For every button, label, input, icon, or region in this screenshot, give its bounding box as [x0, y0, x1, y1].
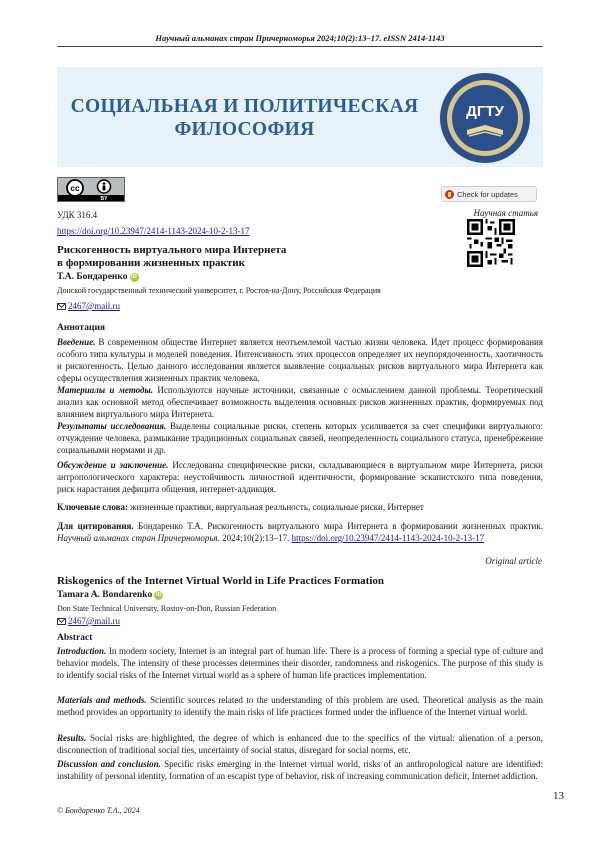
envelope-icon	[57, 303, 66, 310]
abstract-ru-intro-label: Введение.	[57, 337, 96, 347]
abstract-ru-intro	[57, 336, 543, 384]
university-logo-icon	[439, 72, 531, 164]
title-ru-line2: в формировании жизненных практик	[57, 257, 245, 269]
email-ru-link[interactable]: 2467@mail.ru	[68, 301, 121, 311]
abstract-en-methods-text: Scientific sources related to the understanding of this problem are used. Theoretical analysis as the main method provides an opportunity to identify the main risks of life practices formed under the influence of the Internet virtual world.	[57, 695, 544, 717]
email-en-link[interactable]: 2467@mail.ru	[68, 616, 121, 626]
udk-code: УДК 316.4	[57, 210, 98, 220]
abstract-ru-methods	[57, 384, 543, 420]
abstract-en-discussion	[57, 758, 543, 782]
abstract-ru-intro-text: В современном обществе Интернет является неотъемлемой частью жизни человека. Идет процесс формирования особого типа культуры и моделей поведения. Интенсивность этих процессов определяет их неупорядоченность, хаотичность и рискогенность. Целью данного исследования является выявление социальных рисков виртуального мира Интернета как сферы осуществления жизненных практик человека.	[57, 337, 543, 383]
email-ru[interactable]	[57, 301, 120, 311]
article-type-ru: Научная статья	[473, 208, 538, 218]
author-ru-name: Т.А. Бондаренко	[57, 272, 128, 282]
affiliation-ru: Донской государственный технический университет, г. Ростов-на-Дону, Российская Федерация	[57, 286, 381, 295]
title-ru-line1: Рискогенность виртуального мира Интернета	[57, 244, 287, 256]
header-rule	[57, 46, 543, 47]
abstract-en-results-text: Social risks are highlighted, the degree of which is enhanced due to the specifics of the virtual: alienation of a person, disconnection of traditional social ties, uncertainty of social status, disregard for social norms, etc.	[57, 733, 543, 755]
abstract-en-methods-label: Materials and methods.	[57, 695, 147, 705]
abstract-en-results	[57, 732, 543, 756]
author-en	[57, 590, 163, 600]
keywords-ru	[57, 501, 543, 513]
abstract-ru-results	[57, 420, 543, 456]
logo-text: ДГТУ	[466, 103, 504, 120]
citation-journal: Научный альманах стран Причерноморья	[57, 533, 218, 543]
check-for-updates-button[interactable]	[441, 186, 537, 202]
orcid-icon[interactable]: iD	[131, 273, 137, 280]
author-en-name: Tamara A. Bondarenko	[57, 590, 153, 600]
affiliation-en: Don State Technical University, Rostov-on-Don, Russian Federation	[57, 604, 277, 613]
email-en[interactable]	[57, 616, 120, 626]
abstract-ru-discussion	[57, 459, 543, 495]
abstract-en-results-label: Results.	[57, 733, 87, 743]
abstract-ru-methods-label: Материалы и методы.	[57, 385, 154, 395]
abstract-en-intro-text: In modern society, Internet is an integral part of human life. There is a process of forming a special type of culture and behavior models. The intensity of these processes determines their disorder, randomness and riskogenics. The purpose of this study is to identify social risks of the Internet virtual world as a sphere of human life practices implementation.	[57, 646, 543, 680]
keywords-ru-text: жизненные практики, виртуальная реальность, социальные риски, Интернет	[128, 502, 424, 512]
citation-ru	[57, 520, 543, 544]
doi-link[interactable]: https://doi.org/10.23947/2414-1143-2024-10-2-13-17	[57, 226, 250, 236]
citation-label: Для цитирования.	[57, 521, 134, 531]
abstract-en-intro	[57, 645, 543, 681]
cc-label: BY	[100, 196, 108, 201]
abstract-en-discussion-text: Specific risks emerging in the Internet virtual world, risks of an anthropological nature are identified: instability of personal identity, formation of an escapist type of behavior, risk of increasing communication deficit, Internet addiction.	[57, 759, 543, 781]
abstract-ru-results-text: Выделены социальные риски, степень которых усиливается за счет специфики виртуального: отчуждение человека, размыкание традиционных социальных связей, неопределенность социального статуса, пренебрежение социальными нормами и др.	[57, 421, 543, 455]
author-ru	[57, 272, 139, 282]
envelope-icon-en	[57, 618, 66, 625]
keywords-ru-label: Ключевые слова:	[57, 502, 128, 512]
abstract-en-intro-label: Introduction.	[57, 646, 107, 656]
orcid-icon-en[interactable]: iD	[156, 591, 162, 598]
article-type-en: Original article	[485, 556, 542, 566]
qr-code-icon	[467, 219, 515, 267]
citation-tail: . 2024;10(2):13–17.	[217, 533, 292, 543]
check-updates-label: Check for updates	[457, 189, 518, 199]
copyright: © Бондаренко Т.А., 2024	[57, 806, 140, 815]
article-title-en: Riskogenics of the Internet Virtual World in Life Practices Formation	[57, 575, 385, 587]
section-title-line1: СОЦИАЛЬНАЯ И ПОЛИТИЧЕСКАЯ	[70, 96, 419, 117]
crossmark-icon	[445, 190, 454, 199]
abstract-ru-discussion-label: Обсуждение и заключение.	[57, 460, 169, 470]
abstract-en-methods	[57, 694, 543, 718]
article-title-ru	[57, 244, 437, 270]
journal-header: Научный альманах стран Причерноморья 2024;10(2):13–17. eISSN 2414-1143	[155, 33, 445, 43]
svg-text:cc: cc	[70, 184, 80, 193]
abstract-en-discussion-label: Discussion and conclusion.	[57, 759, 161, 769]
abstract-ru-heading: Аннотация	[57, 323, 106, 333]
abstract-ru-discussion-text: Исследованы специфические риски, складывающиеся в виртуальном мире Интернета, риски антропологического характера: неустойчивость личностной идентичности, формирование эскапистского типа поведения, риск нарастания дефицита общения, интернет-аддикция.	[57, 460, 543, 494]
abstract-ru-methods-text: Используются научные источники, связанные с осмыслением данной проблемы. Теоретический анализ как основной метод обеспечивает возможность выделения основных рисков жизненных практик, формируемых под влиянием виртуального мира Интернета.	[57, 385, 544, 419]
cc-icon	[58, 178, 124, 201]
section-title-line2: ФИЛОСОФИЯ	[174, 119, 315, 140]
section-title	[57, 95, 432, 141]
citation-doi-link[interactable]: https://doi.org/10.23947/2414-1143-2024-10-2-13-17	[291, 533, 485, 543]
cc-by-license-badge[interactable]	[57, 177, 125, 202]
abstract-ru-results-label: Результаты исследования.	[57, 421, 167, 431]
page-number: 13	[553, 790, 564, 802]
abstract-en-heading: Abstract	[57, 633, 93, 643]
citation-text: Бондаренко Т.А. Рискогенность виртуального мира Интернета в формировании жизненных практик.	[133, 521, 543, 531]
